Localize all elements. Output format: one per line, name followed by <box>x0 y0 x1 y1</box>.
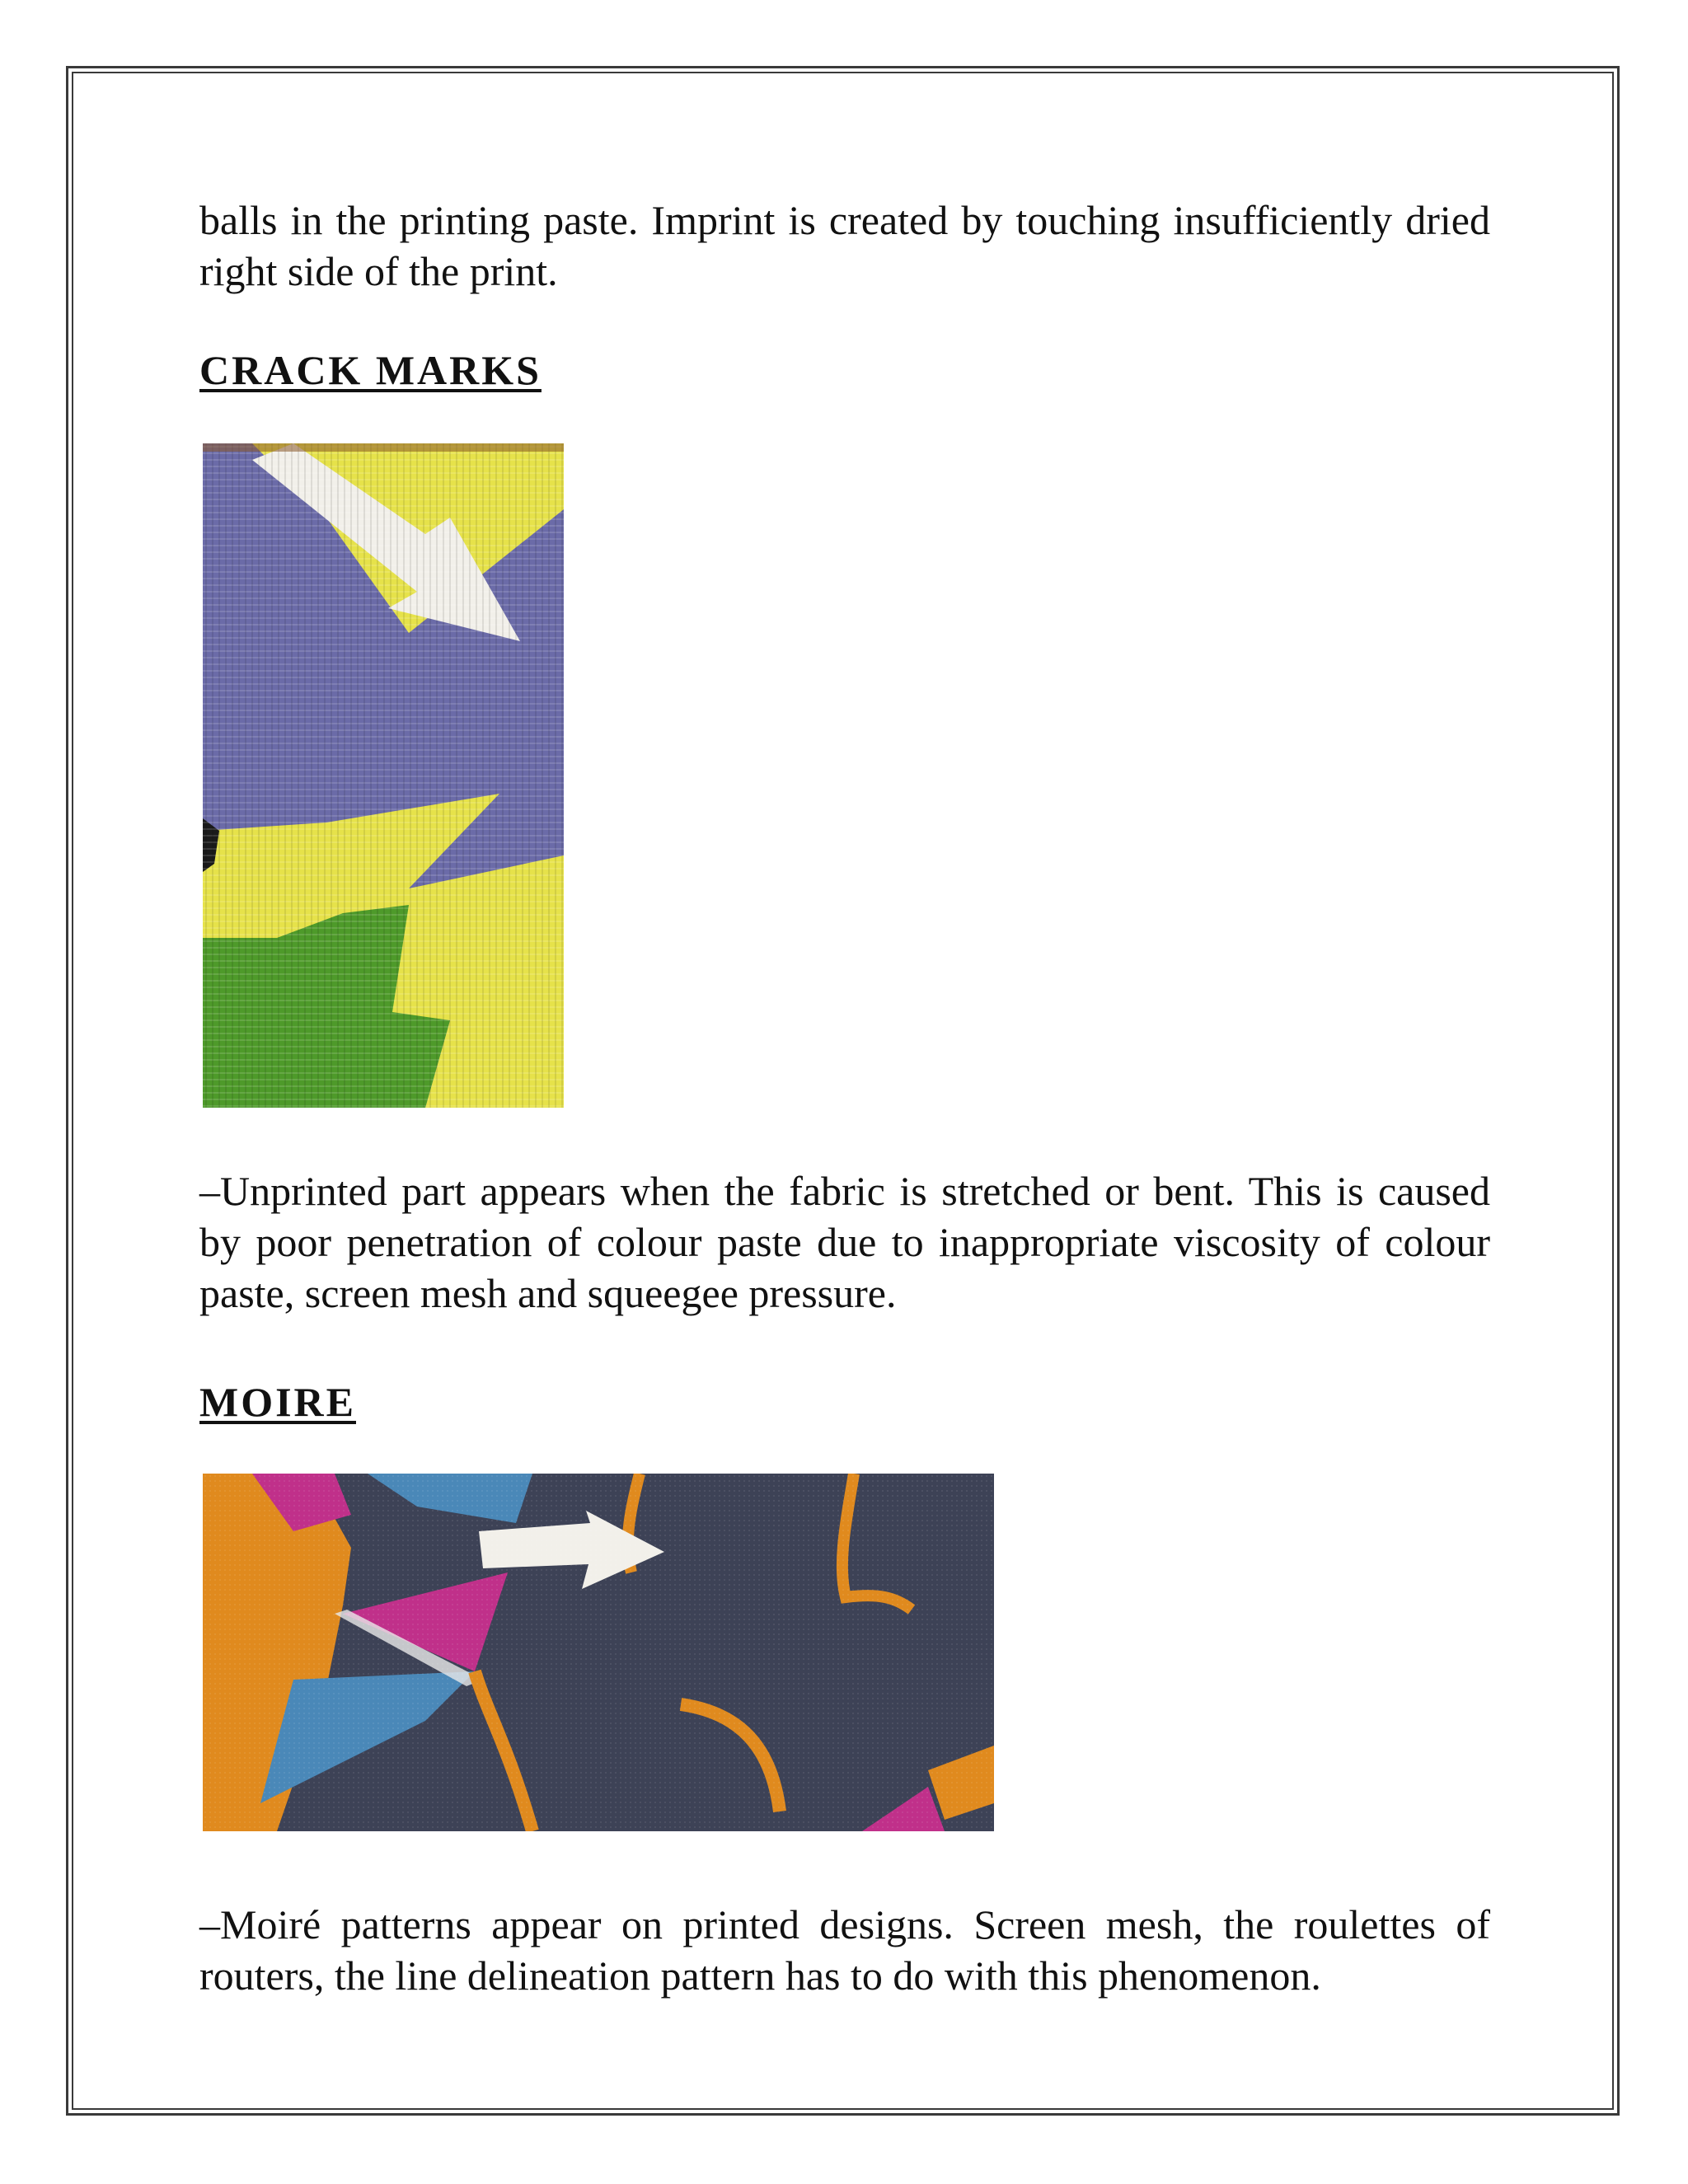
crack-marks-photo <box>203 443 564 1108</box>
moire-illustration <box>203 1474 994 1831</box>
paragraph-imprint: balls in the printing paste. Imprint is created by touching insufficiently dried right side of the print. <box>199 197 1490 294</box>
heading-moire: MOIRE <box>199 1379 356 1425</box>
crack-marks-illustration <box>203 443 564 1108</box>
document-content <box>199 194 1490 2001</box>
moire-photo <box>203 1474 994 1831</box>
heading-crack-marks: CRACK MARKS <box>199 347 542 393</box>
paragraph-moire: –Moiré patterns appear on printed designs. Screen mesh, the roulettes of routers, the line delineation pattern has to do with this phenomenon. <box>199 1901 1490 1999</box>
paragraph-crack-marks: –Unprinted part appears when the fabric is stretched or bent. This is caused by poor penetration of colour paste due to inappropriate viscosity of colour paste, screen mesh and squeegee pressure. <box>199 1168 1490 1316</box>
